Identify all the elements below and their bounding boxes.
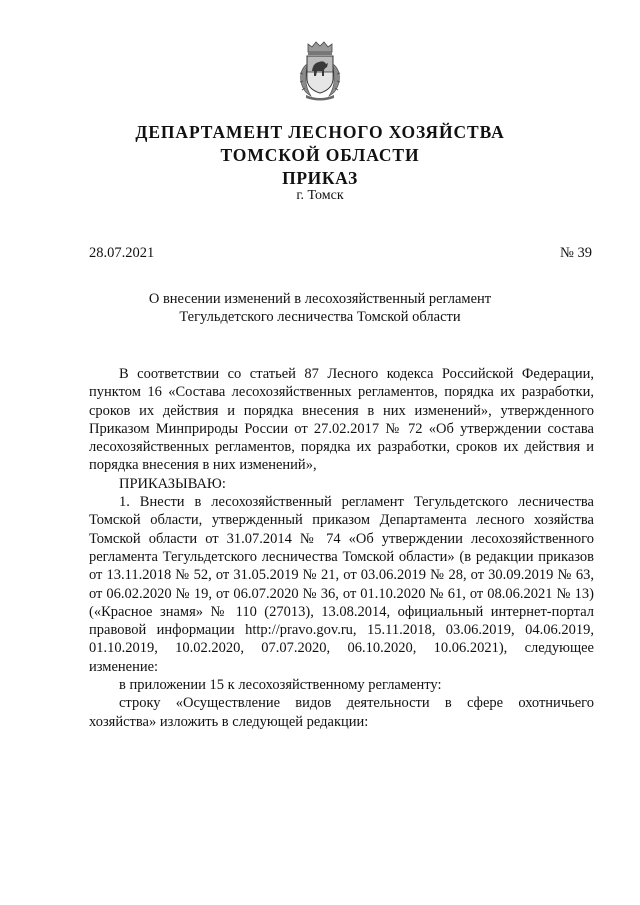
order-number: № 39 xyxy=(560,245,592,261)
row-change-paragraph: строку «Осуществление видов деятельности в сфере охотничьего хозяйства» изложить в следующей редакции: xyxy=(89,695,594,730)
department-name-line2: ТОМСКОЙ ОБЛАСТИ xyxy=(220,145,420,165)
order-subject xyxy=(0,290,640,326)
appendix-paragraph: в приложении 15 к лесохозяйственному регламенту: xyxy=(119,677,442,694)
department-name-line1: ДЕПАРТАМЕНТ ЛЕСНОГО ХОЗЯЙСТВА xyxy=(135,122,505,142)
tomsk-coat-of-arms-icon xyxy=(297,40,343,102)
order-subject-line1: О внесении изменений в лесохозяйственный регламент xyxy=(148,291,492,307)
document-type: ПРИКАЗ xyxy=(282,168,358,188)
order-directive: ПРИКАЗЫВАЮ: xyxy=(119,475,226,492)
city: г. Томск xyxy=(296,188,344,203)
preamble-paragraph: В соответствии со статьей 87 Лесного кодекса Российской Федерации, пунктом 16 «Состава лесохозяйственных регламентов, порядка их разработки, сроков их действия и порядка внесения в них изменений», утвержденного Приказом Минприроды России от 27.02.2017 № 72 «Об утверждении состава лесохозяйственных регламентов, порядка их разработки, сроков их действия и порядка внесения в них изменений», xyxy=(89,366,594,474)
order-subject-line2: Тегульдетского лесничества Томской области xyxy=(179,309,461,325)
clause-1-paragraph: 1. Внести в лесохозяйственный регламент Тегульдетского лесничества Томской области, утвержденный приказом Департамента лесного хозяйства Томской области от 31.07.2014 № 74 «Об утверждении лесохозяйственного регламента Тегульдетского лесничества Томской области» (в редакции приказов от 13.11.2018 № 52, от 31.05.2019 № 21, от 03.06.2019 № 28, от 30.09.2019 № 63, от 06.02.2020 № 19, от 06.07.2020 № 36, от 01.10.2020 № 61, от 08.06.2021 № 13) («Красное знамя» № 110 (27013), 13.08.2014, официальный интернет-портал правовой информации http://pravo.gov.ru, 15.11.2018, 03.06.2019, 04.06.2019, 01.10.2019, 10.02.2020, 07.07.2020, 06.10.2020, 10.06.2021), следующее изменение: xyxy=(89,494,594,675)
order-date: 28.07.2021 xyxy=(89,245,155,261)
order-body xyxy=(89,365,594,731)
